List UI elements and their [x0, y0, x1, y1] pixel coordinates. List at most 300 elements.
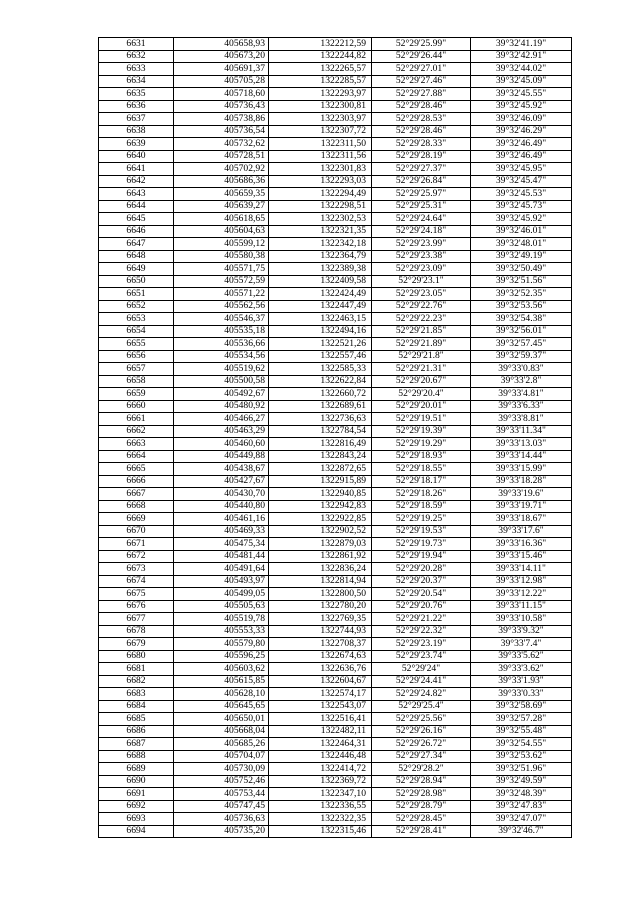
longitude-cell: 39°32'53.62" [471, 750, 572, 763]
y-coordinate-cell: 1322861,92 [269, 550, 372, 563]
latitude-cell: 52°29'25.56" [372, 713, 471, 726]
table-row [99, 813, 572, 826]
longitude-cell: 39°32'45.73" [471, 200, 572, 213]
y-coordinate-cell: 1322424,49 [269, 288, 372, 301]
y-coordinate-cell: 1322293,03 [269, 175, 372, 188]
point-number-cell: 6685 [99, 713, 174, 726]
y-coordinate-cell: 1322311,50 [269, 138, 372, 151]
longitude-cell: 39°33'14.11" [471, 563, 572, 576]
latitude-cell: 52°29'28.79" [372, 800, 471, 813]
table-row [99, 738, 572, 751]
longitude-cell: 39°32'45.92" [471, 213, 572, 226]
table-row [99, 413, 572, 426]
table-row [99, 513, 572, 526]
table-row [99, 113, 572, 126]
x-coordinate-cell: 405753,44 [174, 788, 269, 801]
point-number-cell: 6660 [99, 400, 174, 413]
x-coordinate-cell: 405553,33 [174, 625, 269, 638]
point-number-cell: 6636 [99, 100, 174, 113]
x-coordinate-cell: 405535,18 [174, 325, 269, 338]
table-row [99, 788, 572, 801]
table-row [99, 388, 572, 401]
point-number-cell: 6634 [99, 75, 174, 88]
x-coordinate-cell: 405673,20 [174, 50, 269, 63]
longitude-cell: 39°32'52.35" [471, 288, 572, 301]
longitude-cell: 39°32'48.01" [471, 238, 572, 251]
longitude-cell: 39°32'51.56" [471, 275, 572, 288]
x-coordinate-cell: 405519,62 [174, 363, 269, 376]
x-coordinate-cell: 405603,62 [174, 663, 269, 676]
point-number-cell: 6678 [99, 625, 174, 638]
point-number-cell: 6648 [99, 250, 174, 263]
x-coordinate-cell: 405705,28 [174, 75, 269, 88]
longitude-cell: 39°32'45.55" [471, 88, 572, 101]
x-coordinate-cell: 405686,36 [174, 175, 269, 188]
y-coordinate-cell: 1322674,63 [269, 650, 372, 663]
x-coordinate-cell: 405580,38 [174, 250, 269, 263]
latitude-cell: 52°29'19.94" [372, 550, 471, 563]
longitude-cell: 39°33'10.58" [471, 613, 572, 626]
longitude-cell: 39°32'59.37" [471, 350, 572, 363]
latitude-cell: 52°29'19.73" [372, 538, 471, 551]
x-coordinate-cell: 405491,64 [174, 563, 269, 576]
point-number-cell: 6641 [99, 163, 174, 176]
longitude-cell: 39°32'47.07" [471, 813, 572, 826]
latitude-cell: 52°29'20.67" [372, 375, 471, 388]
y-coordinate-cell: 1322389,38 [269, 263, 372, 276]
latitude-cell: 52°29'21.85" [372, 325, 471, 338]
point-number-cell: 6677 [99, 613, 174, 626]
longitude-cell: 39°32'44.02" [471, 63, 572, 76]
longitude-cell: 39°33'7.4" [471, 638, 572, 651]
point-number-cell: 6654 [99, 325, 174, 338]
y-coordinate-cell: 1322301,83 [269, 163, 372, 176]
table-row [99, 475, 572, 488]
point-number-cell: 6689 [99, 763, 174, 776]
table-row [99, 138, 572, 151]
y-coordinate-cell: 1322265,57 [269, 63, 372, 76]
point-number-cell: 6676 [99, 600, 174, 613]
latitude-cell: 52°29'24.64" [372, 213, 471, 226]
y-coordinate-cell: 1322347,10 [269, 788, 372, 801]
table-row [99, 313, 572, 326]
point-number-cell: 6662 [99, 425, 174, 438]
latitude-cell: 52°29'28.33" [372, 138, 471, 151]
y-coordinate-cell: 1322244,82 [269, 50, 372, 63]
point-number-cell: 6656 [99, 350, 174, 363]
point-number-cell: 6644 [99, 200, 174, 213]
y-coordinate-cell: 1322369,72 [269, 775, 372, 788]
table-row [99, 663, 572, 676]
x-coordinate-cell: 405668,04 [174, 725, 269, 738]
point-number-cell: 6672 [99, 550, 174, 563]
longitude-cell: 39°32'51.96" [471, 763, 572, 776]
longitude-cell: 39°33'0.83" [471, 363, 572, 376]
table-row [99, 188, 572, 201]
x-coordinate-cell: 405492,67 [174, 388, 269, 401]
x-coordinate-cell: 405628,10 [174, 688, 269, 701]
point-number-cell: 6631 [99, 38, 174, 51]
table-row [99, 275, 572, 288]
y-coordinate-cell: 1322302,53 [269, 213, 372, 226]
table-row [99, 88, 572, 101]
latitude-cell: 52°29'20.4" [372, 388, 471, 401]
latitude-cell: 52°29'21.8" [372, 350, 471, 363]
longitude-cell: 39°33'1.93" [471, 675, 572, 688]
y-coordinate-cell: 1322342,18 [269, 238, 372, 251]
longitude-cell: 39°33'18.28" [471, 475, 572, 488]
x-coordinate-cell: 405639,27 [174, 200, 269, 213]
table-row [99, 200, 572, 213]
x-coordinate-cell: 405604,63 [174, 225, 269, 238]
longitude-cell: 39°32'54.55" [471, 738, 572, 751]
point-number-cell: 6691 [99, 788, 174, 801]
latitude-cell: 52°29'25.31" [372, 200, 471, 213]
latitude-cell: 52°29'23.09" [372, 263, 471, 276]
y-coordinate-cell: 1322494,16 [269, 325, 372, 338]
y-coordinate-cell: 1322521,26 [269, 338, 372, 351]
y-coordinate-cell: 1322409,58 [269, 275, 372, 288]
table-row [99, 288, 572, 301]
x-coordinate-cell: 405430,70 [174, 488, 269, 501]
longitude-cell: 39°32'49.19" [471, 250, 572, 263]
latitude-cell: 52°29'25.97" [372, 188, 471, 201]
point-number-cell: 6690 [99, 775, 174, 788]
y-coordinate-cell: 1322744,93 [269, 625, 372, 638]
x-coordinate-cell: 405736,54 [174, 125, 269, 138]
table-row [99, 50, 572, 63]
latitude-cell: 52°29'27.01" [372, 63, 471, 76]
y-coordinate-cell: 1322940,85 [269, 488, 372, 501]
point-number-cell: 6649 [99, 263, 174, 276]
x-coordinate-cell: 405438,67 [174, 463, 269, 476]
point-number-cell: 6679 [99, 638, 174, 651]
y-coordinate-cell: 1322816,49 [269, 438, 372, 451]
y-coordinate-cell: 1322915,89 [269, 475, 372, 488]
longitude-cell: 39°32'41.19" [471, 38, 572, 51]
table-row [99, 100, 572, 113]
y-coordinate-cell: 1322482,11 [269, 725, 372, 738]
point-number-cell: 6692 [99, 800, 174, 813]
table-row [99, 213, 572, 226]
latitude-cell: 52°29'28.46" [372, 125, 471, 138]
longitude-cell: 39°32'46.01" [471, 225, 572, 238]
table-row [99, 588, 572, 601]
x-coordinate-cell: 405475,34 [174, 538, 269, 551]
longitude-cell: 39°33'13.03" [471, 438, 572, 451]
x-coordinate-cell: 405599,12 [174, 238, 269, 251]
longitude-cell: 39°32'48.39" [471, 788, 572, 801]
x-coordinate-cell: 405534,56 [174, 350, 269, 363]
x-coordinate-cell: 405615,85 [174, 675, 269, 688]
table-row [99, 638, 572, 651]
y-coordinate-cell: 1322780,20 [269, 600, 372, 613]
point-number-cell: 6658 [99, 375, 174, 388]
latitude-cell: 52°29'19.53" [372, 525, 471, 538]
latitude-cell: 52°29'26.84" [372, 175, 471, 188]
x-coordinate-cell: 405463,29 [174, 425, 269, 438]
table-row [99, 613, 572, 626]
point-number-cell: 6681 [99, 663, 174, 676]
y-coordinate-cell: 1322307,72 [269, 125, 372, 138]
point-number-cell: 6680 [99, 650, 174, 663]
longitude-cell: 39°32'49.59" [471, 775, 572, 788]
point-number-cell: 6632 [99, 50, 174, 63]
longitude-cell: 39°32'46.7" [471, 825, 572, 838]
point-number-cell: 6675 [99, 588, 174, 601]
x-coordinate-cell: 405449,88 [174, 450, 269, 463]
latitude-cell: 52°29'24.41" [372, 675, 471, 688]
point-number-cell: 6665 [99, 463, 174, 476]
y-coordinate-cell: 1322311,56 [269, 150, 372, 163]
y-coordinate-cell: 1322843,24 [269, 450, 372, 463]
longitude-cell: 39°33'15.46" [471, 550, 572, 563]
y-coordinate-cell: 1322942,83 [269, 500, 372, 513]
point-number-cell: 6647 [99, 238, 174, 251]
table-row [99, 363, 572, 376]
latitude-cell: 52°29'27.34" [372, 750, 471, 763]
longitude-cell: 39°33'15.99" [471, 463, 572, 476]
x-coordinate-cell: 405500,58 [174, 375, 269, 388]
longitude-cell: 39°32'57.28" [471, 713, 572, 726]
point-number-cell: 6653 [99, 313, 174, 326]
y-coordinate-cell: 1322800,50 [269, 588, 372, 601]
y-coordinate-cell: 1322298,51 [269, 200, 372, 213]
table-row [99, 625, 572, 638]
latitude-cell: 52°29'27.46" [372, 75, 471, 88]
latitude-cell: 52°29'21.31" [372, 363, 471, 376]
x-coordinate-cell: 405571,75 [174, 263, 269, 276]
longitude-cell: 39°32'47.83" [471, 800, 572, 813]
y-coordinate-cell: 1322836,24 [269, 563, 372, 576]
point-number-cell: 6652 [99, 300, 174, 313]
y-coordinate-cell: 1322636,76 [269, 663, 372, 676]
table-row [99, 713, 572, 726]
x-coordinate-cell: 405505,63 [174, 600, 269, 613]
longitude-cell: 39°32'46.49" [471, 150, 572, 163]
table-row [99, 338, 572, 351]
table-row [99, 488, 572, 501]
latitude-cell: 52°29'21.22" [372, 613, 471, 626]
y-coordinate-cell: 1322784,54 [269, 425, 372, 438]
longitude-cell: 39°32'54.38" [471, 313, 572, 326]
latitude-cell: 52°29'26.44" [372, 50, 471, 63]
longitude-cell: 39°33'6.33" [471, 400, 572, 413]
x-coordinate-cell: 405536,66 [174, 338, 269, 351]
x-coordinate-cell: 405658,93 [174, 38, 269, 51]
x-coordinate-cell: 405579,80 [174, 638, 269, 651]
latitude-cell: 52°29'22.32" [372, 625, 471, 638]
point-number-cell: 6682 [99, 675, 174, 688]
longitude-cell: 39°32'45.53" [471, 188, 572, 201]
latitude-cell: 52°29'19.51" [372, 413, 471, 426]
table-row [99, 75, 572, 88]
point-number-cell: 6638 [99, 125, 174, 138]
x-coordinate-cell: 405519,78 [174, 613, 269, 626]
y-coordinate-cell: 1322622,84 [269, 375, 372, 388]
table-row [99, 650, 572, 663]
longitude-cell: 39°33'16.36" [471, 538, 572, 551]
longitude-cell: 39°32'46.09" [471, 113, 572, 126]
longitude-cell: 39°32'42.91" [471, 50, 572, 63]
table-row [99, 400, 572, 413]
table-row [99, 538, 572, 551]
table-row [99, 325, 572, 338]
latitude-cell: 52°29'24.82" [372, 688, 471, 701]
latitude-cell: 52°29'21.89" [372, 338, 471, 351]
table-row [99, 263, 572, 276]
y-coordinate-cell: 1322585,33 [269, 363, 372, 376]
x-coordinate-cell: 405546,37 [174, 313, 269, 326]
longitude-cell: 39°33'4.81" [471, 388, 572, 401]
coordinates-table [98, 37, 572, 838]
table-row [99, 225, 572, 238]
latitude-cell: 52°29'22.23" [372, 313, 471, 326]
table-row [99, 425, 572, 438]
longitude-cell: 39°32'55.48" [471, 725, 572, 738]
latitude-cell: 52°29'22.76" [372, 300, 471, 313]
table-row [99, 600, 572, 613]
table-row [99, 725, 572, 738]
y-coordinate-cell: 1322543,07 [269, 700, 372, 713]
longitude-cell: 39°33'17.6" [471, 525, 572, 538]
y-coordinate-cell: 1322604,67 [269, 675, 372, 688]
longitude-cell: 39°33'14.44" [471, 450, 572, 463]
x-coordinate-cell: 405704,07 [174, 750, 269, 763]
latitude-cell: 52°29'20.01" [372, 400, 471, 413]
x-coordinate-cell: 405685,26 [174, 738, 269, 751]
table-row [99, 825, 572, 838]
point-number-cell: 6637 [99, 113, 174, 126]
latitude-cell: 52°29'20.76" [372, 600, 471, 613]
y-coordinate-cell: 1322516,41 [269, 713, 372, 726]
longitude-cell: 39°33'2.8" [471, 375, 572, 388]
point-number-cell: 6640 [99, 150, 174, 163]
latitude-cell: 52°29'28.41" [372, 825, 471, 838]
latitude-cell: 52°29'27.37" [372, 163, 471, 176]
longitude-cell: 39°32'57.45" [471, 338, 572, 351]
y-coordinate-cell: 1322902,52 [269, 525, 372, 538]
point-number-cell: 6671 [99, 538, 174, 551]
latitude-cell: 52°29'27.88" [372, 88, 471, 101]
y-coordinate-cell: 1322303,97 [269, 113, 372, 126]
y-coordinate-cell: 1322689,61 [269, 400, 372, 413]
y-coordinate-cell: 1322769,35 [269, 613, 372, 626]
latitude-cell: 52°29'19.39" [372, 425, 471, 438]
longitude-cell: 39°33'19.71" [471, 500, 572, 513]
point-number-cell: 6659 [99, 388, 174, 401]
y-coordinate-cell: 1322708,37 [269, 638, 372, 651]
point-number-cell: 6694 [99, 825, 174, 838]
latitude-cell: 52°29'24.18" [372, 225, 471, 238]
x-coordinate-cell: 405752,46 [174, 775, 269, 788]
latitude-cell: 52°29'28.94" [372, 775, 471, 788]
x-coordinate-cell: 405480,92 [174, 400, 269, 413]
point-number-cell: 6651 [99, 288, 174, 301]
x-coordinate-cell: 405691,37 [174, 63, 269, 76]
latitude-cell: 52°29'26.16" [372, 725, 471, 738]
y-coordinate-cell: 1322814,94 [269, 575, 372, 588]
longitude-cell: 39°33'18.67" [471, 513, 572, 526]
table-row [99, 300, 572, 313]
point-number-cell: 6673 [99, 563, 174, 576]
latitude-cell: 52°29'19.29" [372, 438, 471, 451]
table-row [99, 250, 572, 263]
y-coordinate-cell: 1322294,49 [269, 188, 372, 201]
longitude-cell: 39°32'45.95" [471, 163, 572, 176]
latitude-cell: 52°29'28.46" [372, 100, 471, 113]
x-coordinate-cell: 405730,09 [174, 763, 269, 776]
x-coordinate-cell: 405427,67 [174, 475, 269, 488]
longitude-cell: 39°33'11.15" [471, 600, 572, 613]
table-row [99, 375, 572, 388]
latitude-cell: 52°29'18.55" [372, 463, 471, 476]
x-coordinate-cell: 405461,16 [174, 513, 269, 526]
longitude-cell: 39°32'46.29" [471, 125, 572, 138]
longitude-cell: 39°33'11.34" [471, 425, 572, 438]
latitude-cell: 52°29'18.17" [372, 475, 471, 488]
longitude-cell: 39°33'0.33" [471, 688, 572, 701]
latitude-cell: 52°29'23.38" [372, 250, 471, 263]
longitude-cell: 39°32'45.92" [471, 100, 572, 113]
latitude-cell: 52°29'20.54" [372, 588, 471, 601]
x-coordinate-cell: 405460,60 [174, 438, 269, 451]
table-row [99, 563, 572, 576]
latitude-cell: 52°29'18.26" [372, 488, 471, 501]
longitude-cell: 39°32'53.56" [471, 300, 572, 313]
longitude-cell: 39°32'45.47" [471, 175, 572, 188]
table-row [99, 675, 572, 688]
latitude-cell: 52°29'18.59" [372, 500, 471, 513]
y-coordinate-cell: 1322300,81 [269, 100, 372, 113]
y-coordinate-cell: 1322447,49 [269, 300, 372, 313]
latitude-cell: 52°29'26.72" [372, 738, 471, 751]
longitude-cell: 39°32'50.49" [471, 263, 572, 276]
table-row [99, 775, 572, 788]
point-number-cell: 6688 [99, 750, 174, 763]
point-number-cell: 6684 [99, 700, 174, 713]
latitude-cell: 52°29'24" [372, 663, 471, 676]
y-coordinate-cell: 1322212,59 [269, 38, 372, 51]
point-number-cell: 6686 [99, 725, 174, 738]
table-row [99, 350, 572, 363]
latitude-cell: 52°29'20.28" [372, 563, 471, 576]
x-coordinate-cell: 405493,97 [174, 575, 269, 588]
x-coordinate-cell: 405645,65 [174, 700, 269, 713]
y-coordinate-cell: 1322322,35 [269, 813, 372, 826]
x-coordinate-cell: 405562,56 [174, 300, 269, 313]
x-coordinate-cell: 405735,20 [174, 825, 269, 838]
point-number-cell: 6670 [99, 525, 174, 538]
point-number-cell: 6657 [99, 363, 174, 376]
longitude-cell: 39°33'19.6" [471, 488, 572, 501]
point-number-cell: 6645 [99, 213, 174, 226]
table-row [99, 800, 572, 813]
x-coordinate-cell: 405481,44 [174, 550, 269, 563]
point-number-cell: 6655 [99, 338, 174, 351]
x-coordinate-cell: 405469,33 [174, 525, 269, 538]
table-row [99, 463, 572, 476]
point-number-cell: 6693 [99, 813, 174, 826]
longitude-cell: 39°32'56.01" [471, 325, 572, 338]
x-coordinate-cell: 405738,86 [174, 113, 269, 126]
table-row [99, 150, 572, 163]
y-coordinate-cell: 1322463,15 [269, 313, 372, 326]
longitude-cell: 39°32'46.49" [471, 138, 572, 151]
table-row [99, 438, 572, 451]
x-coordinate-cell: 405571,22 [174, 288, 269, 301]
point-number-cell: 6646 [99, 225, 174, 238]
